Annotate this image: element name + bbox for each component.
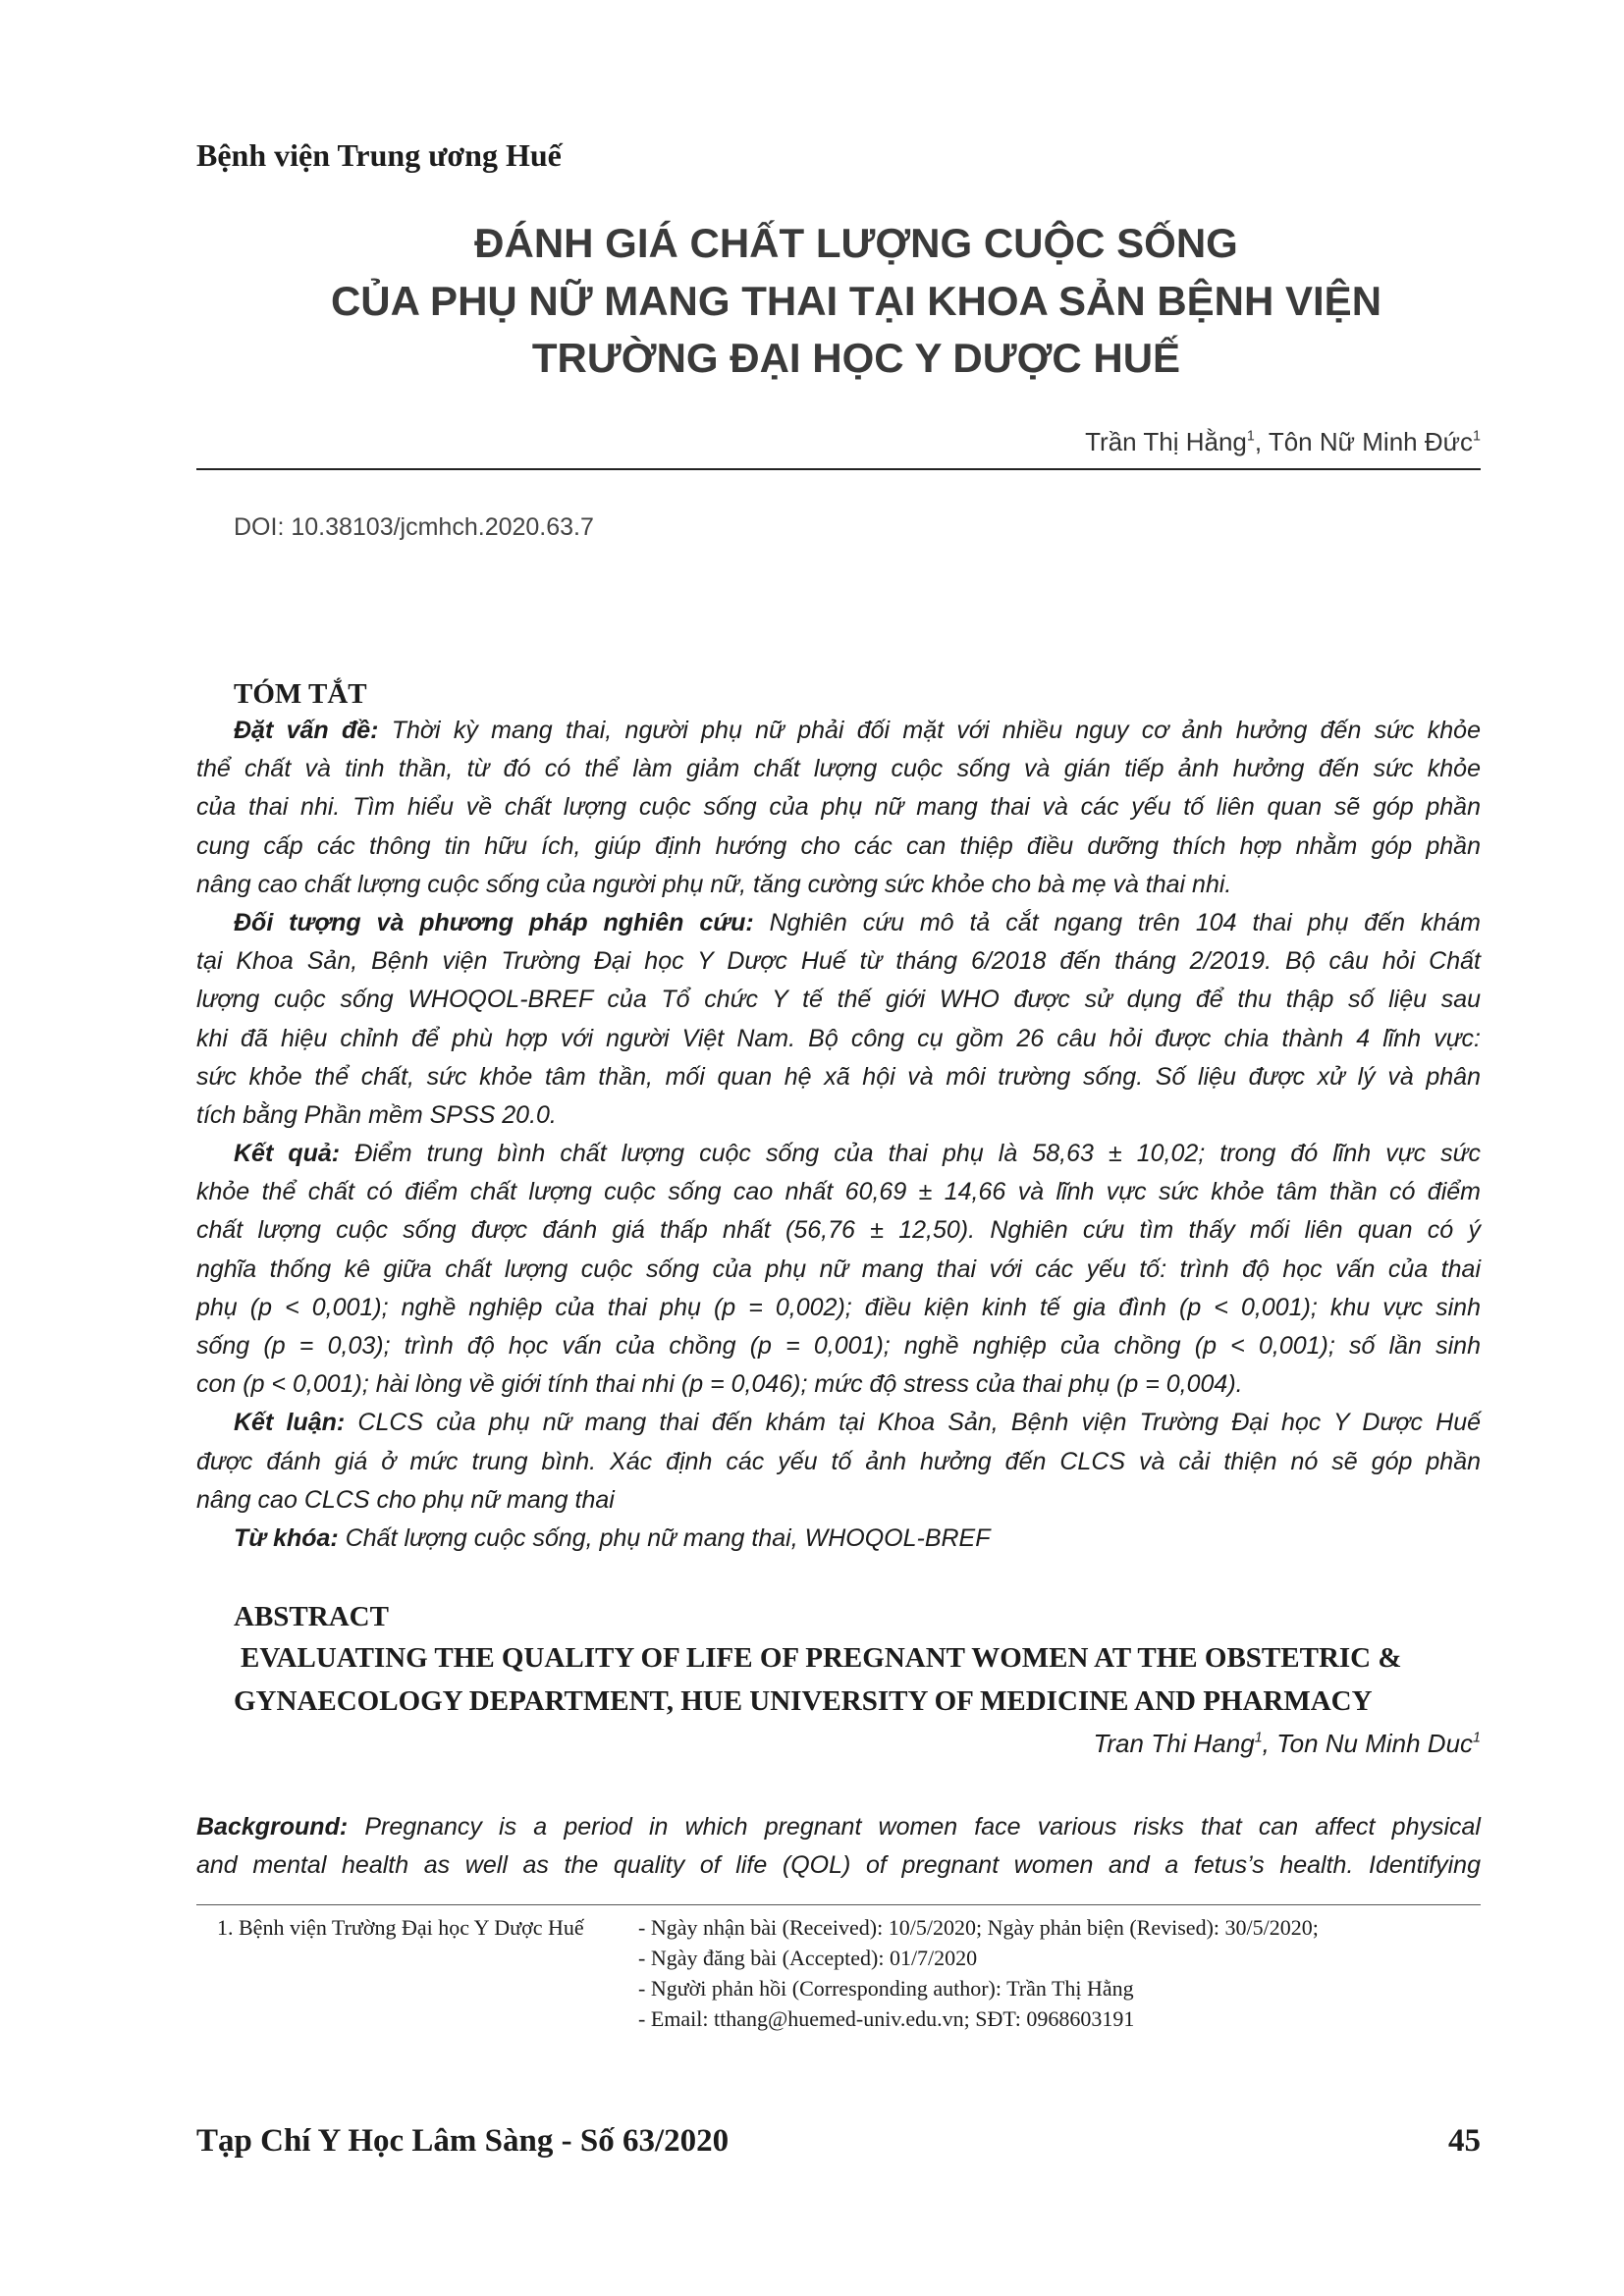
text-line: and mental health as well as the quality of life (QOL) of pregnant women and a fetus’s health. Identifying [196,1851,1481,1880]
authors-en [1093,1728,1481,1759]
text-line: nghĩa thống kê giữa chất lượng cuộc sống của phụ nữ mang thai với các yếu tố: trình độ học vấn của thai [196,1255,1481,1283]
doi: DOI: 10.38103/jcmhch.2020.63.7 [234,513,594,541]
paragraph-text: Chất lượng cuộc sống, phụ nữ mang thai, WHOQOL-BREF [345,1523,991,1552]
text-line: của thai nhi. Tìm hiểu về chất lượng cuộc sống của phụ nữ mang thai và các yếu tố liên quan sẽ góp phần [196,793,1481,822]
author-name: Tran Thi Hang [1093,1729,1255,1758]
text-line: cung cấp các thông tin hữu ích, giúp định hướng cho các can thiệp điều dưỡng thích hợp nhằm góp phần [196,831,1481,860]
title-divider [196,468,1481,470]
paragraph-label: Đặt vấn đề: [234,717,379,744]
text-line [196,1520,1481,1558]
abstract-keywords [196,1520,1481,1558]
text-line: nâng cao CLCS cho phụ nữ mang thai [196,1485,615,1514]
affiliation-mark: 1 [1246,428,1255,445]
footnote-line: - Người phản hồi (Corresponding author): Trần Thị Hằng [638,1976,1134,2001]
text-line: chất lượng cuộc sống được đánh giá thấp nhất (56,76 ± 12,50). Nghiên cứu tìm thấy mối liên quan có ý [196,1216,1481,1245]
abstract-paragraph-results [196,1135,1481,1404]
footnote-line: - Ngày nhận bài (Received): 10/5/2020; Ngày phản biện (Revised): 30/5/2020; [638,1915,1319,1940]
paragraph-label: Background: [196,1813,349,1841]
text-line: tích bằng Phần mềm SPSS 20.0. [196,1100,557,1129]
paragraph-text: Nghiên cứu mô tả cắt ngang trên 104 thai phụ đến khám [769,908,1482,936]
footnote-details [638,1912,1319,2034]
text-line [196,1808,1481,1846]
author-name: Tôn Nữ Minh Đức [1268,427,1474,456]
abstract-en-background [196,1808,1481,1885]
paragraph-text: Thời kỳ mang thai, người phụ nữ phải đối mặt với nhiều nguy cơ ảnh hưởng đến sức khỏe [391,717,1481,744]
footnote-line: - Ngày đăng bài (Accepted): 01/7/2020 [638,1946,978,1970]
title-line: ĐÁNH GIÁ CHẤT LƯỢNG CUỘC SỐNG [474,220,1238,266]
text-line: sức khỏe thể chất, sức khỏe tâm thần, mối quan hệ xã hội và môi trường sống. Số liệu được xử lý và phân [196,1062,1481,1091]
page-number: 45 [1448,2123,1481,2159]
paragraph-text: CLCS của phụ nữ mang thai đến khám tại Khoa Sản, Bệnh viện Trường Đại học Y Dược Huế [357,1409,1481,1437]
text-line: phụ (p < 0,001); nghề nghiệp của thai phụ (p = 0,002); điều kiện kinh tế gia đình (p < 0,001); khu vực sinh [196,1293,1481,1321]
title-line: GYNAECOLOGY DEPARTMENT, HUE UNIVERSITY OF MEDICINE AND PHARMACY [234,1685,1373,1717]
paragraph-text: Pregnancy is a period in which pregnant women face various risks that can affect physical [364,1813,1481,1841]
text-line: khỏe thể chất có điểm chất lượng cuộc sống cao nhất 60,69 ± 14,66 và lĩnh vực sức khỏe tâm thần có điểm [196,1178,1481,1206]
text-line: được đánh giá ở mức trung bình. Xác định các yếu tố ảnh hưởng đến CLCS và cải thiện nó sẽ góp phần [196,1447,1481,1475]
affiliation-mark: 1 [1254,1730,1263,1746]
section-heading-abstract: ABSTRACT [234,1601,389,1632]
author-name: Trần Thị Hằng [1085,427,1247,456]
article-title-en [234,1636,1402,1723]
paragraph-label: Kết quả: [234,1140,341,1168]
title-line: TRƯỜNG ĐẠI HỌC Y DƯỢC HUẾ [531,335,1181,381]
footer-journal-name: Tạp Chí Y Học Lâm Sàng - Số 63/2020 [196,2123,730,2159]
text-line: nâng cao chất lượng cuộc sống của người phụ nữ, tăng cường sức khỏe cho bà mẹ và thai nhi. [196,870,1232,898]
abstract-paragraph-conclusion [196,1404,1481,1520]
text-line [196,1404,1481,1442]
text-line: khi đã hiệu chỉnh để phù hợp với người Việt Nam. Bộ công cụ gồm 26 câu hỏi được chia thành 4 lĩnh vực: [196,1024,1481,1052]
abstract-vi [196,712,1481,1558]
text-line [196,712,1481,750]
section-heading-tom-tat: TÓM TẮT [234,678,367,710]
title-line: CỦA PHỤ NỮ MANG THAI TẠI KHOA SẢN BỆNH VIỆN [330,277,1382,324]
text-line: sống (p = 0,03); trình độ học vấn của chồng (p = 0,001); nghề nghiệp của chồng (p < 0,001); số lần sinh [196,1332,1481,1360]
footnote-divider [196,1904,1481,1905]
article-title-vi [232,215,1481,388]
paragraph-label: Từ khóa: [234,1523,339,1552]
text-line: thể chất và tinh thần, từ đó có thể làm giảm chất lượng cuộc sống và gián tiếp ảnh hưởng đến sức khỏe [196,755,1481,783]
abstract-paragraph-background [196,712,1481,904]
text-line [196,904,1481,942]
abstract-paragraph-methods [196,904,1481,1135]
paragraph-label: Kết luận: [234,1409,346,1437]
text-line: lượng cuộc sống WHOQOL-BREF của Tổ chức Y tế thế giới WHO được sử dụng để thu thập số liệu sau [196,986,1481,1014]
authors-vi [1085,426,1481,457]
author-separator: , [1262,1729,1270,1758]
text-line: tại Khoa Sản, Bệnh viện Trường Đại học Y Dược Huế từ tháng 6/2018 đến tháng 2/2019. Bộ câu hỏi Chất [196,947,1481,976]
title-line: EVALUATING THE QUALITY OF LIFE OF PREGNANT WOMEN AT THE OBSTETRIC & [241,1642,1402,1674]
affiliation-mark: 1 [1473,1730,1481,1746]
affiliation-mark: 1 [1473,428,1481,445]
paragraph-label: Đối tượng và phương pháp nghiên cứu: [234,908,754,936]
text-line [196,1135,1481,1173]
paragraph-text: Điểm trung bình chất lượng cuộc sống của thai phụ là 58,63 ± 10,02; trong đó lĩnh vực sức [354,1140,1482,1168]
running-header-institution: Bệnh viện Trung ương Huế [196,137,562,173]
text-line: con (p < 0,001); hài lòng về giới tính thai nhi (p = 0,046); mức độ stress của thai phụ (p = 0,004). [196,1370,1243,1399]
author-name: Ton Nu Minh Duc [1276,1729,1474,1758]
footnote-affiliation: 1. Bệnh viện Trường Đại học Y Dược Huế [217,1915,584,1940]
footnote-line: - Email: tthang@huemed-univ.edu.vn; SĐT: 0968603191 [638,2006,1135,2031]
author-separator: , [1254,427,1263,456]
